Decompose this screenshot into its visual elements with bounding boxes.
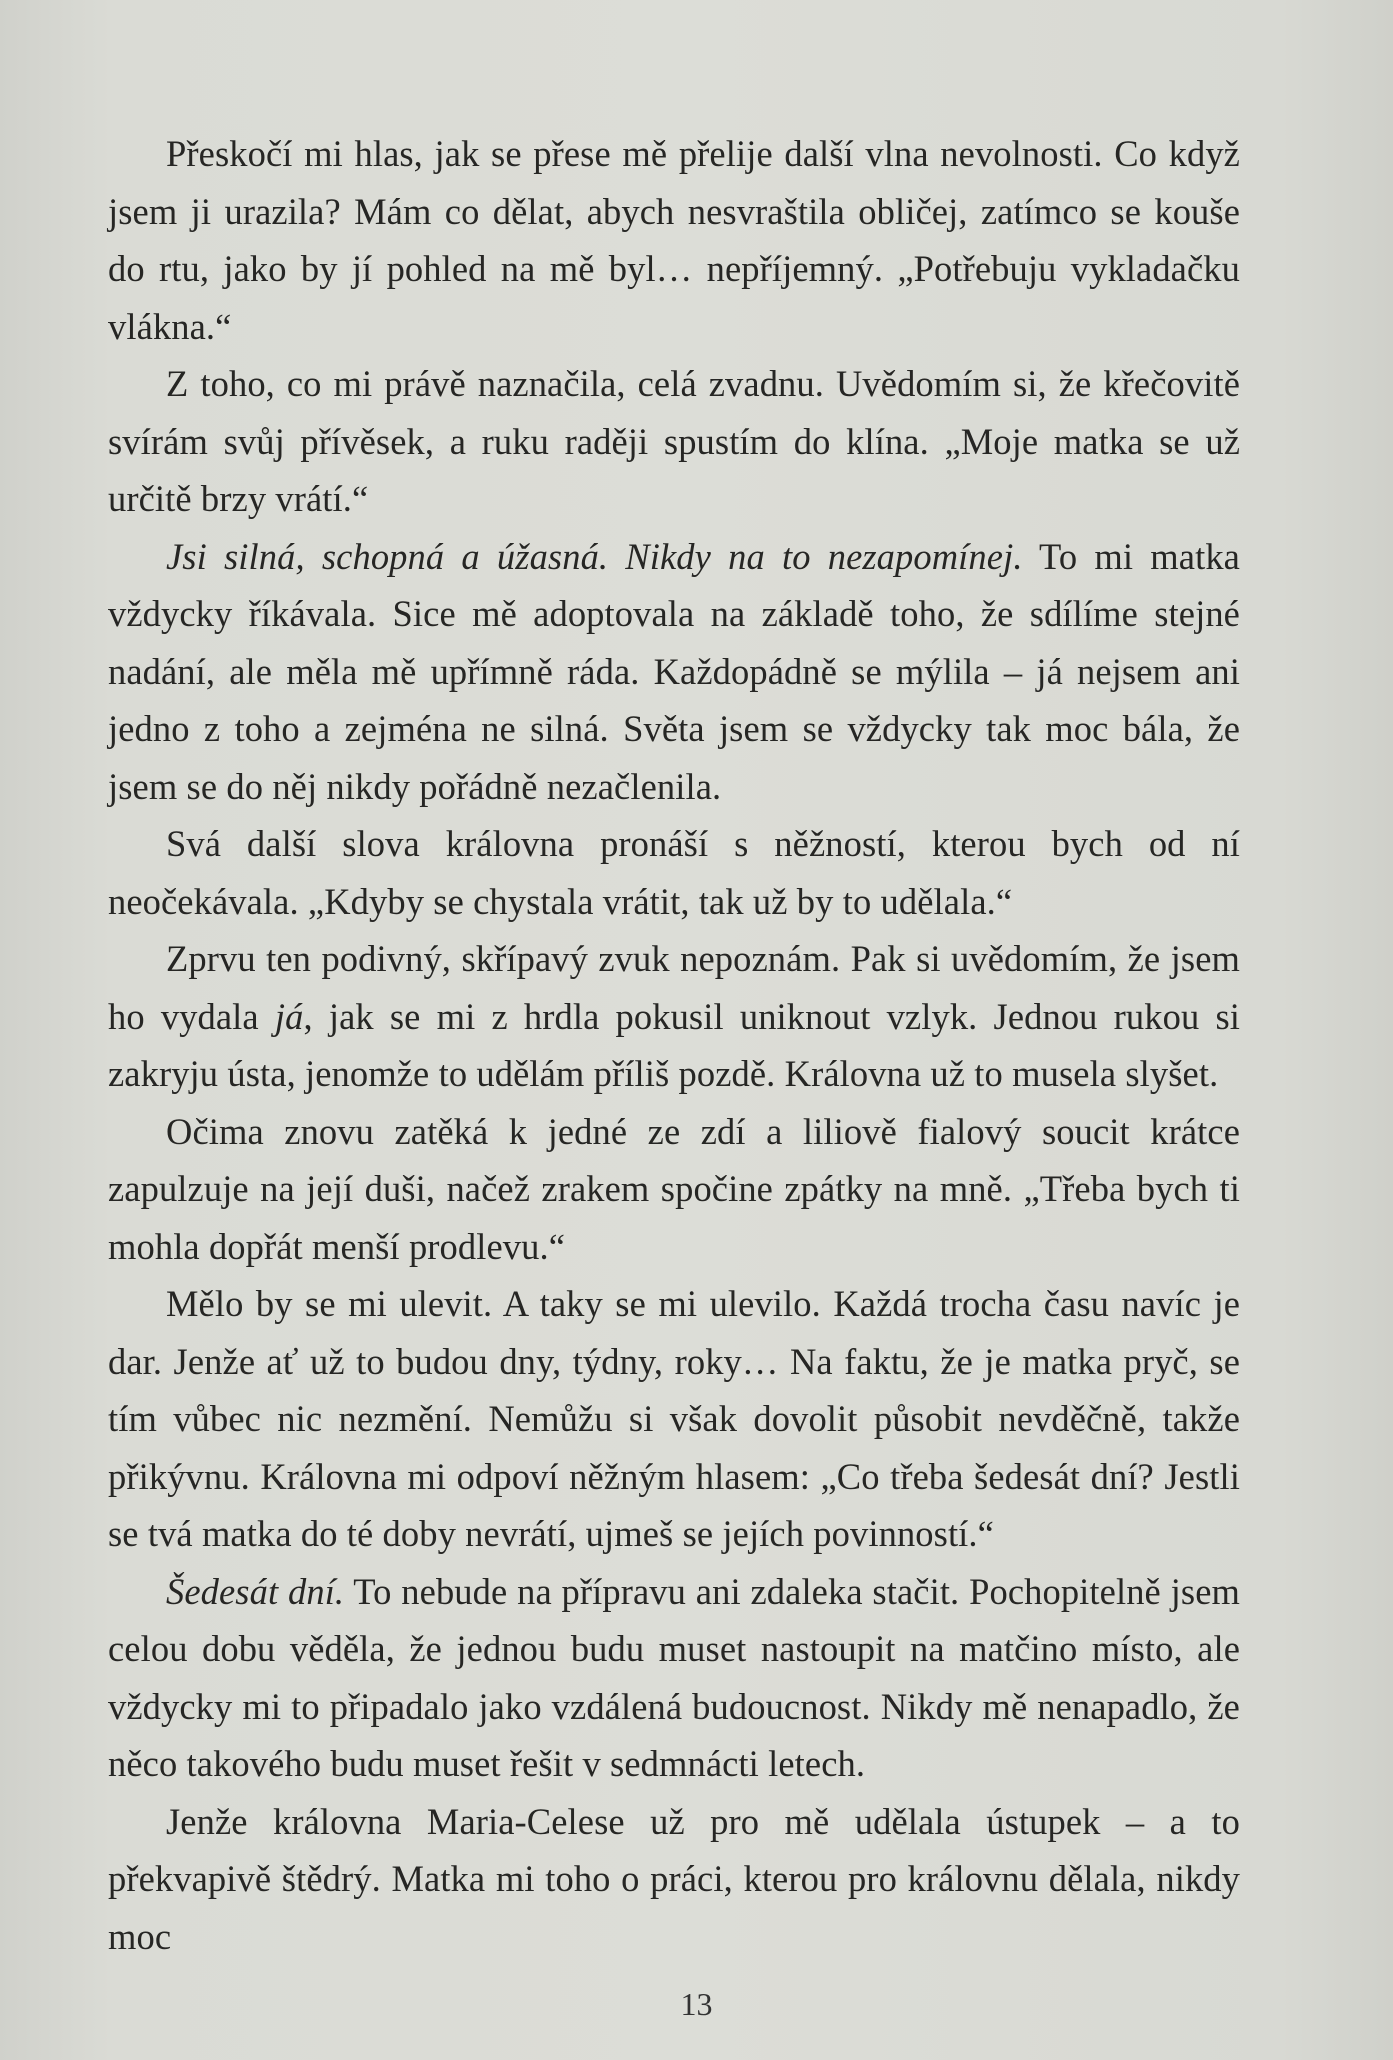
paragraph	[108, 930, 1240, 1103]
text-run: Přeskočí mi hlas, jak se přese mě přelije další vlna nevolnosti. Co když jsem ji urazila? Mám co dělat, abych nesvraštila obličej, zatímco se kouše do rtu, jako by jí pohled na mě byl… nepříjemný. „Potřebuju vykladačku vlákna.“	[108, 133, 1240, 347]
text-run: To mi matka vždycky říkávala. Sice mě adoptovala na základě toho, že sdílíme stejné nadání, ale měla mě upřímně ráda. Každopádně se mýlila – já nejsem ani jedno z toho a zejména ne silná. Světa jsem se vždycky tak moc bála, že jsem se do něj nikdy pořádně nezačlenila.	[108, 535, 1240, 807]
paragraph	[108, 1793, 1240, 1966]
text-run: Svá další slova královna pronáší s něžností, kterou bych od ní neočekávala. „Kdyby se chystala vrátit, tak už by to udělala.“	[108, 823, 1240, 922]
paragraph	[108, 1275, 1240, 1563]
text-run: Z toho, co mi právě naznačila, celá zvadnu. Uvědomím si, že křečovitě svírám svůj přívěsek, a ruku raději spustím do klína. „Moje matka se už určitě brzy vrátí.“	[108, 363, 1240, 519]
italic-text-run: já	[274, 995, 304, 1037]
body-text	[108, 125, 1240, 1965]
paragraph	[108, 1103, 1240, 1276]
text-run: Mělo by se mi ulevit. A taky se mi ulevilo. Každá trocha času navíc je dar. Jenže ať už to budou dny, týdny, roky… Na faktu, že je matka pryč, se tím vůbec nic nezmění. Nemůžu si však dovolit působit nevděčně, takže přikývnu. Královna mi odpoví něžným hlasem: „Co třeba šedesát dní? Jestli se tvá matka do té doby nevrátí, ujmeš se jejích povinností.“	[108, 1283, 1240, 1554]
text-run: To nebude na přípravu ani zdaleka stačit. Pochopitelně jsem celou dobu věděla, že jednou budu muset nastoupit na matčino místo, ale vždycky mi to připadalo jako vzdálená budoucnost. Nikdy mě nenapadlo, že něco takového budu muset řešit v sedmnácti letech.	[108, 1570, 1240, 1784]
text-run: Zprvu ten podivný, skřípavý zvuk nepoznám. Pak si uvědomím, že jsem ho vydala	[108, 938, 1240, 1037]
paragraph	[108, 125, 1240, 355]
text-run: , jak se mi z hrdla pokusil uniknout vzlyk. Jednou rukou si zakryju ústa, jenomže to udělám příliš pozdě. Královna už to musela slyšet.	[108, 995, 1241, 1094]
text-run: Očima znovu zatěká k jedné ze zdí a liliově fialový soucit krátce zapulzuje na její duši, načež zrakem spočine zpátky na mně. „Třeba bych ti mohla dopřát menší prodlevu.“	[108, 1110, 1240, 1267]
paragraph	[108, 528, 1240, 816]
paragraph	[108, 815, 1240, 930]
italic-text-run: Šedesát dní.	[166, 1570, 345, 1612]
paragraph	[108, 355, 1240, 528]
italic-text-run: Jsi silná, schopná a úžasná. Nikdy na to nezapomínej.	[166, 535, 1023, 577]
page-number: 13	[680, 1986, 713, 2022]
text-run: Jenže královna Maria-Celese už pro mě udělala ústupek – a to překvapivě štědrý. Matka mi toho o práci, kterou pro královnu dělala, nikdy moc	[108, 1800, 1240, 1957]
paragraph	[108, 1563, 1240, 1793]
